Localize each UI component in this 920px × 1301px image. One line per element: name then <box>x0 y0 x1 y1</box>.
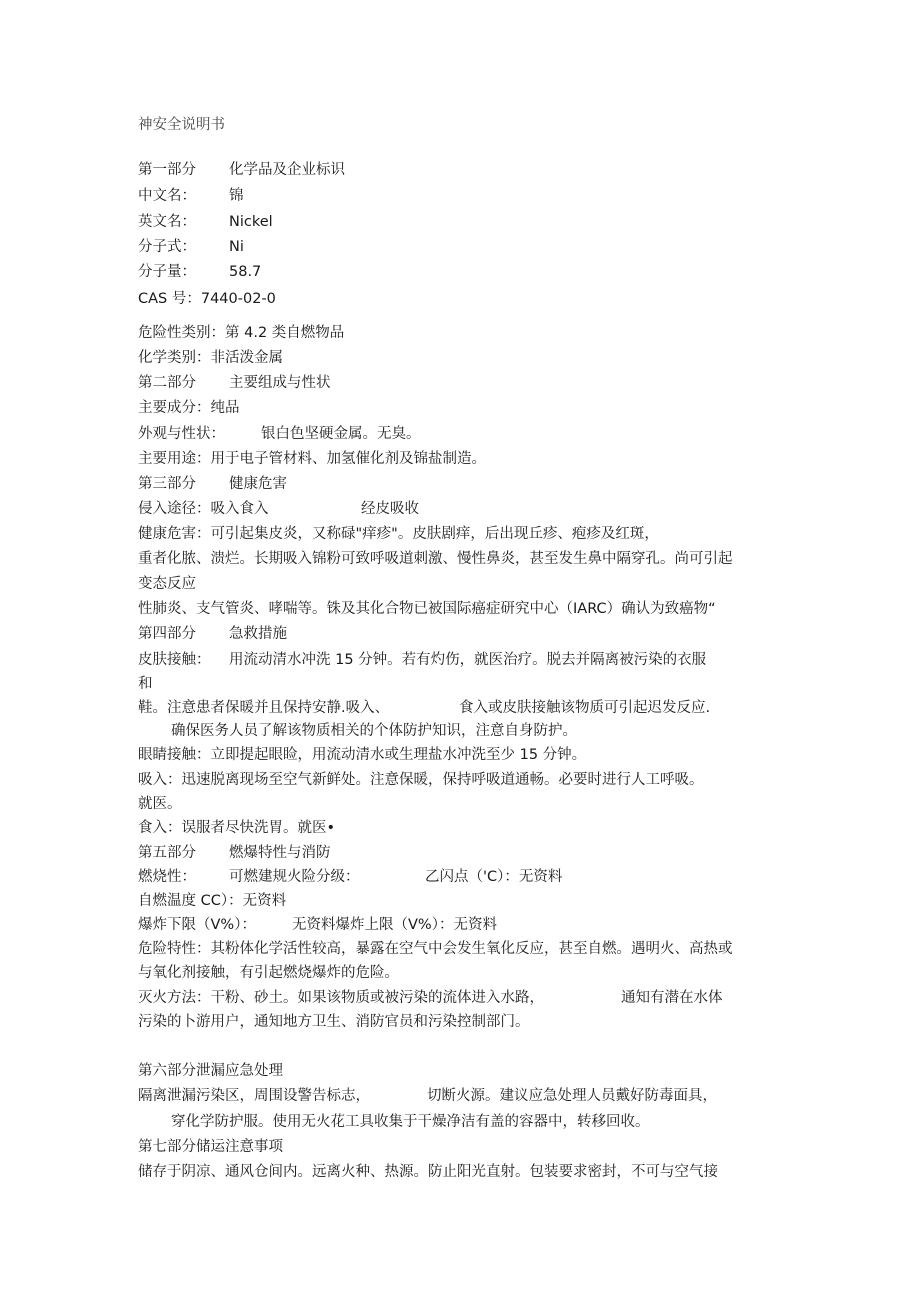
storage-line-1: 储存于阴凉、通风仓间内。远离火种、热源。防止阳光直射。包装要求密封，不可与空气接 <box>138 1164 718 1180</box>
explosion-label: 爆炸下限（V%）： <box>138 917 256 933</box>
appearance-label: 外观与性状： <box>138 426 225 442</box>
fire-line-1b: 通知有潜在水体 <box>621 990 723 1006</box>
chem-class: 化学类别：非活泼金属 <box>138 350 283 366</box>
mol-weight-value: 58.7 <box>229 264 262 280</box>
eye-contact: 眼睛接触：立即提起眼睑，用流动清水或生理盐水冲洗至少 15 分钟。 <box>138 747 587 763</box>
route-value: 经皮吸收 <box>361 501 419 517</box>
part5-title: 燃爆特性与消防 <box>229 845 331 861</box>
inhalation: 吸入：迅速脱离现场至空气新鲜处。注意保暖，保持呼吸道通畅。必要时进行人工呼吸。 <box>138 772 704 788</box>
route-label: 侵入途径：吸入食入 <box>138 501 269 517</box>
appearance-value: 银白色坚硬金属。无臭。 <box>261 426 421 442</box>
part1-title: 化学品及企业标识 <box>229 162 345 178</box>
ingestion: 食入：误服者尽快洗胃。就医• <box>138 820 336 836</box>
usage: 主要用途：用于电子管材料、加氢催化剂及锦盐制造。 <box>138 451 486 467</box>
skin-value: 用流动清水冲洗 15 分钟。若有灼伤，就医治疗。脱去并隔离被污染的衣服 <box>229 652 707 668</box>
document-title: 神安全说明书 <box>138 117 225 133</box>
health-line-2: 重者化脓、溃烂。长期吸入锦粉可致呼吸道刺激、慢性鼻炎，甚至发生鼻中隔穿孔。尚可引起 <box>138 551 733 567</box>
skin-line-4: 确保医务人员了解该物质相关的个体防护知识，注意自身防护。 <box>171 723 577 739</box>
leak-line-1a: 隔离泄漏污染区，周围设警告标志， <box>138 1088 370 1104</box>
flash-point: 乙闪点（'C）：无资料 <box>425 869 563 885</box>
en-name-value: Nickel <box>229 214 273 230</box>
hazard-class: 危险性类别：第 4.2 类自燃物品 <box>138 325 345 341</box>
combust-value: 可燃建规火险分级： <box>229 869 360 885</box>
cn-name-value: 锦 <box>229 188 244 204</box>
fire-line-2: 污染的卜游用户，通知地方卫生、消防官员和污染控制部门。 <box>138 1014 530 1030</box>
health-line-4: 性肺炎、支气管炎、哮喘等。铢及其化合物已被国际癌症研究中心（IARC）确认为致癌物“ <box>138 601 716 617</box>
leak-line-1b: 切断火源。建议应急处理人员戴好防毒面具， <box>427 1088 717 1104</box>
health-line-3: 变态反应 <box>138 576 196 592</box>
part2-label: 第二部分 <box>138 375 196 391</box>
fire-line-1a: 灭火方法：干粉、砂土。如果该物质或被污染的流体进入水路， <box>138 990 544 1006</box>
part2-title: 主要组成与性状 <box>229 375 331 391</box>
skin-line-3a: 鞋。注意患者保暖并且保持安静.吸入、 <box>138 700 390 716</box>
main-component: 主要成分：纯品 <box>138 400 240 416</box>
part6-title: 第六部分泄漏应急处理 <box>138 1063 283 1079</box>
leak-line-2: 穿化学防护服。使用无火花工具收集于干燥净洁有盖的容器中，转移回收。 <box>171 1114 650 1130</box>
inhalation-line-2: 就医。 <box>138 796 182 812</box>
part3-title: 健康危害 <box>229 476 287 492</box>
skin-line-2: 和 <box>138 676 153 692</box>
combust-label: 燃烧性： <box>138 869 196 885</box>
formula-label: 分子式： <box>138 239 196 255</box>
cn-name-label: 中文名： <box>138 188 196 204</box>
health-line-1: 健康危害：可引起集皮炎，又称碌"痒疹"。皮肤剧痒，后出现丘疹、疱疹及红斑， <box>138 526 659 542</box>
danger-line-1: 危险特性：其粉体化学活性较高，暴露在空气中会发生氧化反应，甚至自燃。遇明火、高热或 <box>138 941 733 957</box>
part1-label: 第一部分 <box>138 162 196 178</box>
mol-weight-label: 分子量： <box>138 264 196 280</box>
en-name-label: 英文名： <box>138 214 196 230</box>
part4-title: 急救措施 <box>229 626 287 642</box>
skin-label: 皮肤接触： <box>138 652 211 668</box>
skin-line-3b: 食入或皮肤接触该物质可引起迟发反应. <box>459 700 711 716</box>
autoignition: 自燃温度 CC）：无资料 <box>138 893 287 909</box>
part7-title: 第七部分储运注意事项 <box>138 1139 283 1155</box>
part5-label: 第五部分 <box>138 845 196 861</box>
cas-number: CAS 号：7440-02-0 <box>138 291 276 307</box>
part3-label: 第三部分 <box>138 476 196 492</box>
explosion-value: 无资料爆炸上限（V%）：无资料 <box>292 917 497 933</box>
danger-line-2: 与氧化剂接触，有引起燃烧爆炸的危险。 <box>138 965 399 981</box>
part4-label: 第四部分 <box>138 626 196 642</box>
formula-value: Ni <box>229 239 244 255</box>
